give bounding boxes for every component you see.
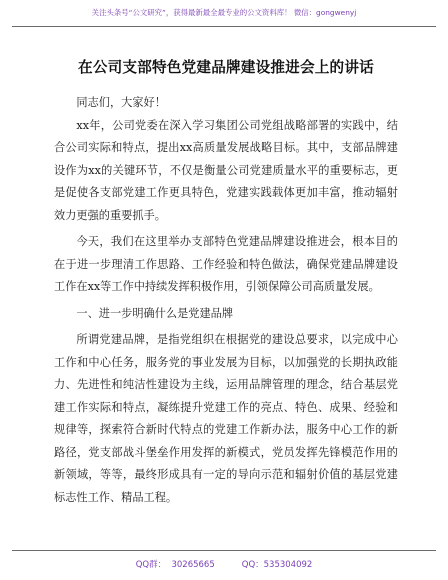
header-divider — [12, 26, 436, 27]
greeting: 同志们，大家好！ — [76, 96, 166, 109]
page-footer — [12, 550, 436, 580]
footer-divider — [12, 550, 436, 551]
section-heading: 一、进一步明确什么是党建品牌 — [76, 306, 234, 320]
paragraph: xx年，公司党委在深入学习集团公司党组战略部署的实践中，结合公司实际和特点，提出xx高质量发展战略目标。其中，支部品牌建设作为xx的关键环节，不仅是衡量公司党建质量水平的重要标志，更是促使各支部党建工作更具特色，党建实践载体更加丰富，推动辐射效力更强的重要抓手。 — [54, 118, 398, 222]
document-title: 在公司支部特色党建品牌建设推进会上的讲话 — [78, 59, 374, 76]
paragraph: 今天，我们在这里举办支部特色党建品牌建设推进会，根本目的在于进一步理清工作思路、工作经验和特色做法，确保党建品牌建设工作在xx等工作中持续发挥积极作用，引领保障公司高质量发展。 — [54, 235, 398, 293]
header-promo-text: 关注头条号“公文研究”，获得最新最全最专业的公文资料库！ 微信：gongwenyj — [91, 8, 357, 17]
paragraph: 所谓党建品牌，是指党组织在根据党的建设总要求，以完成中心工作和中心任务，服务党的事业发展为目标，以加强党的长期执政能力、先进性和纯洁性建设为主线，运用品牌管理的理念，结合基层党建工作实际和特点，凝练提升党建工作的亮点、特色、成果、经验和规律等，探索符合新时代特点的党建工作新办法，服务中心工作的新路径，党支部战斗堡垒作用发挥的新模式，党员发挥先锋模范作用的新领域，等等，最终形成具有一定的导向示范和辐射价值的基层党建标志性工作、精品工程。 — [54, 333, 398, 504]
footer-contact-text: QQ群： 30265665 QQ：535304092 — [135, 560, 313, 570]
page-header — [12, 0, 436, 34]
document-body — [54, 44, 398, 509]
